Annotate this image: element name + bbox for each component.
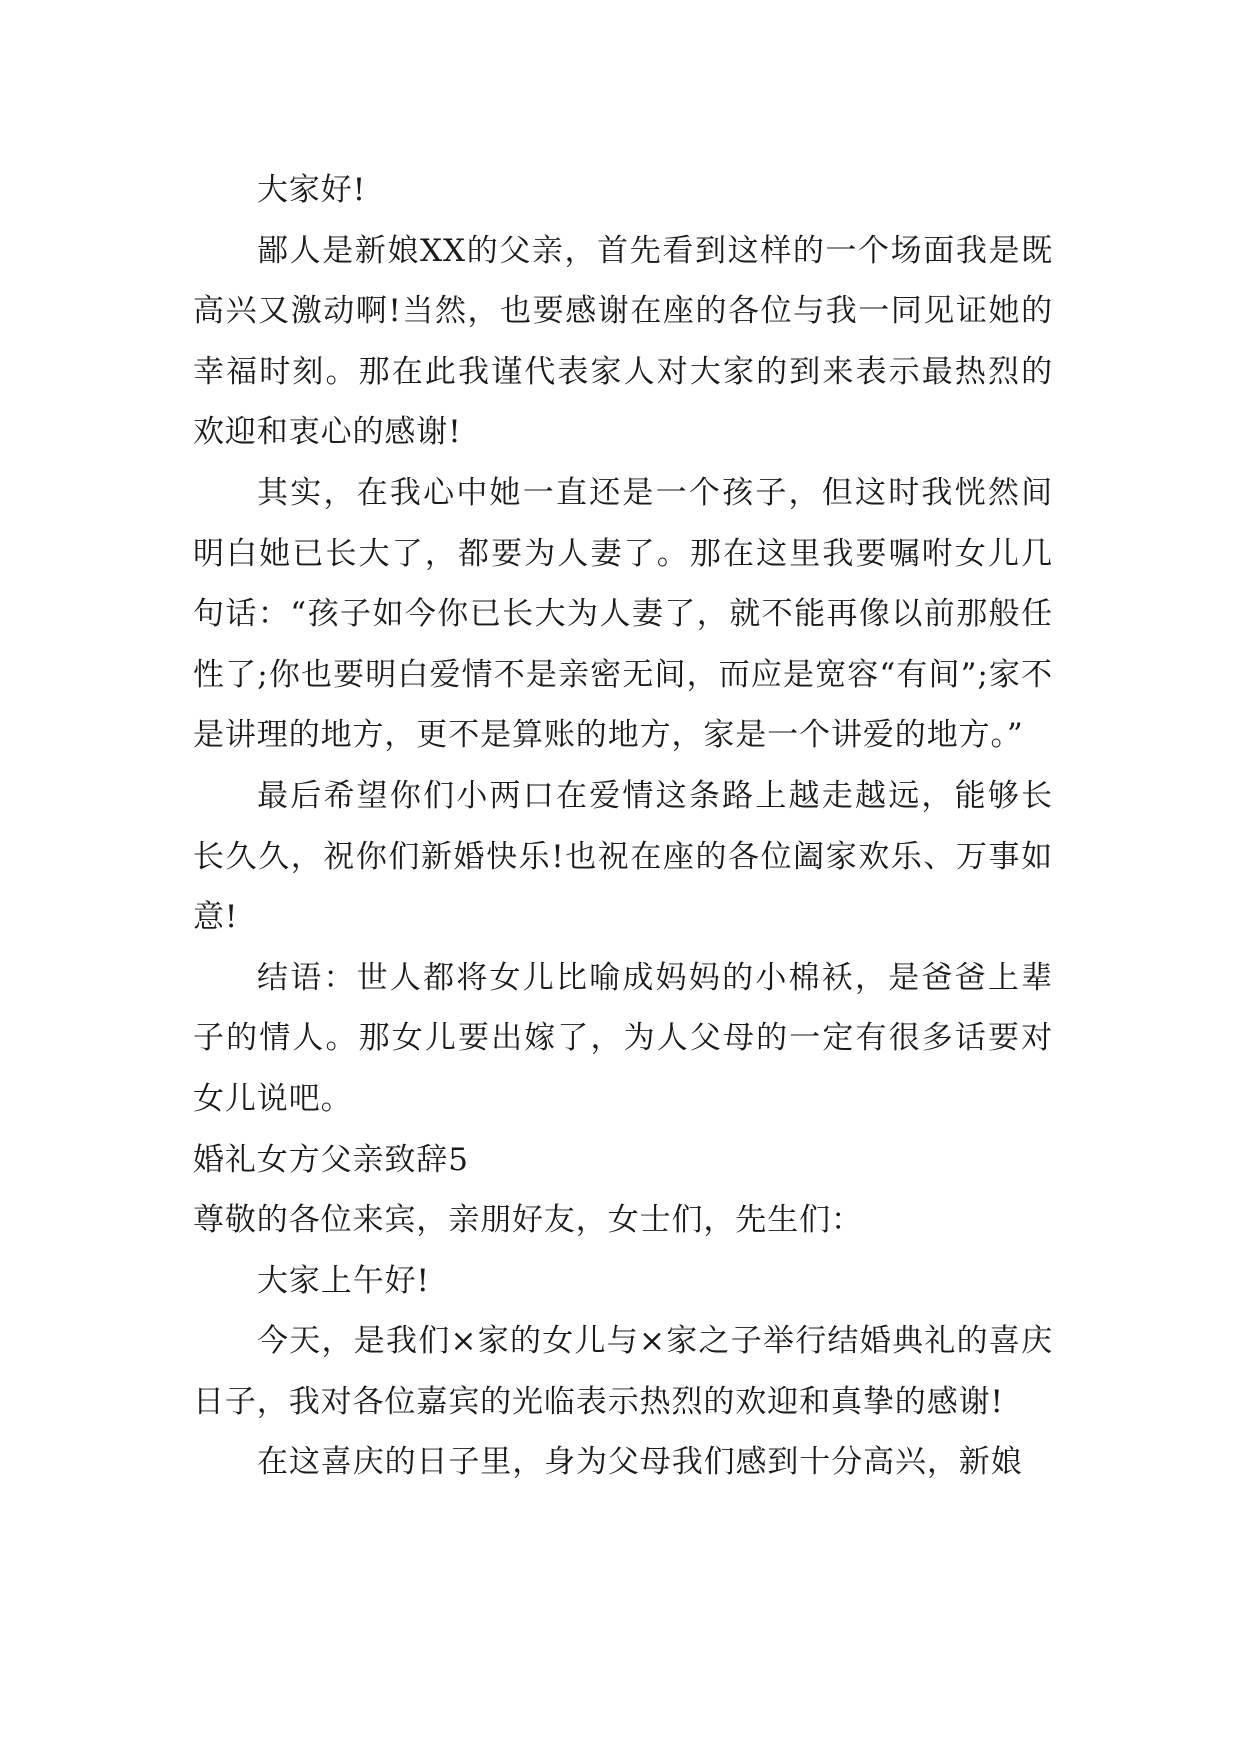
morning-greeting-paragraph: 大家上午好! — [257, 1262, 430, 1299]
closing-paragraph: 在这喜庆的日子里，身为父母我们感到十分高兴，新娘 — [257, 1444, 1023, 1481]
section-heading: 婚礼女方父亲致辞5 — [193, 1141, 469, 1178]
advice-paragraph: 其实，在我心中她一直还是一个孩子，但这时我恍然间明白她已长大了，都要为人妻了。那在这里我要嘱咐女儿几句话：“孩子如今你已长大为人妻了，就不能再像以前那般任性了;你也要明白爱情不是亲密无间，而应是宽容“有间”;家不是讲理的地方，更不是算账的地方，家是一个讲爱的地方。” — [193, 474, 1053, 754]
salutation-line: 尊敬的各位来宾，亲朋好友，女士们，先生们： — [193, 1202, 863, 1239]
blessing-paragraph: 最后希望你们小两口在爱情这条路上越走越远，能够长长久久，祝你们新婚快乐!也祝在座的各位阖家欢乐、万事如意! — [193, 777, 1053, 936]
greeting-paragraph: 大家好! — [257, 172, 367, 208]
conclusion-paragraph: 结语：世人都将女儿比喻成妈妈的小棉袄，是爸爸上辈子的情人。那女儿要出嫁了，为人父母的一定有很多话要对女儿说吧。 — [193, 959, 1053, 1117]
welcome-paragraph: 今天，是我们×家的女儿与×家之子举行结婚典礼的喜庆日子，我对各位嘉宾的光临表示热烈的欢迎和真挚的感谢! — [193, 1323, 1053, 1420]
introduction-paragraph: 鄙人是新娘XX的父亲，首先看到这样的一个场面我是既高兴又激动啊!当然，也要感谢在座的各位与我一同见证她的幸福时刻。那在此我谨代表家人对大家的到来表示最热烈的欢迎和衷心的感谢! — [193, 232, 1053, 451]
document-body — [193, 160, 1053, 1493]
